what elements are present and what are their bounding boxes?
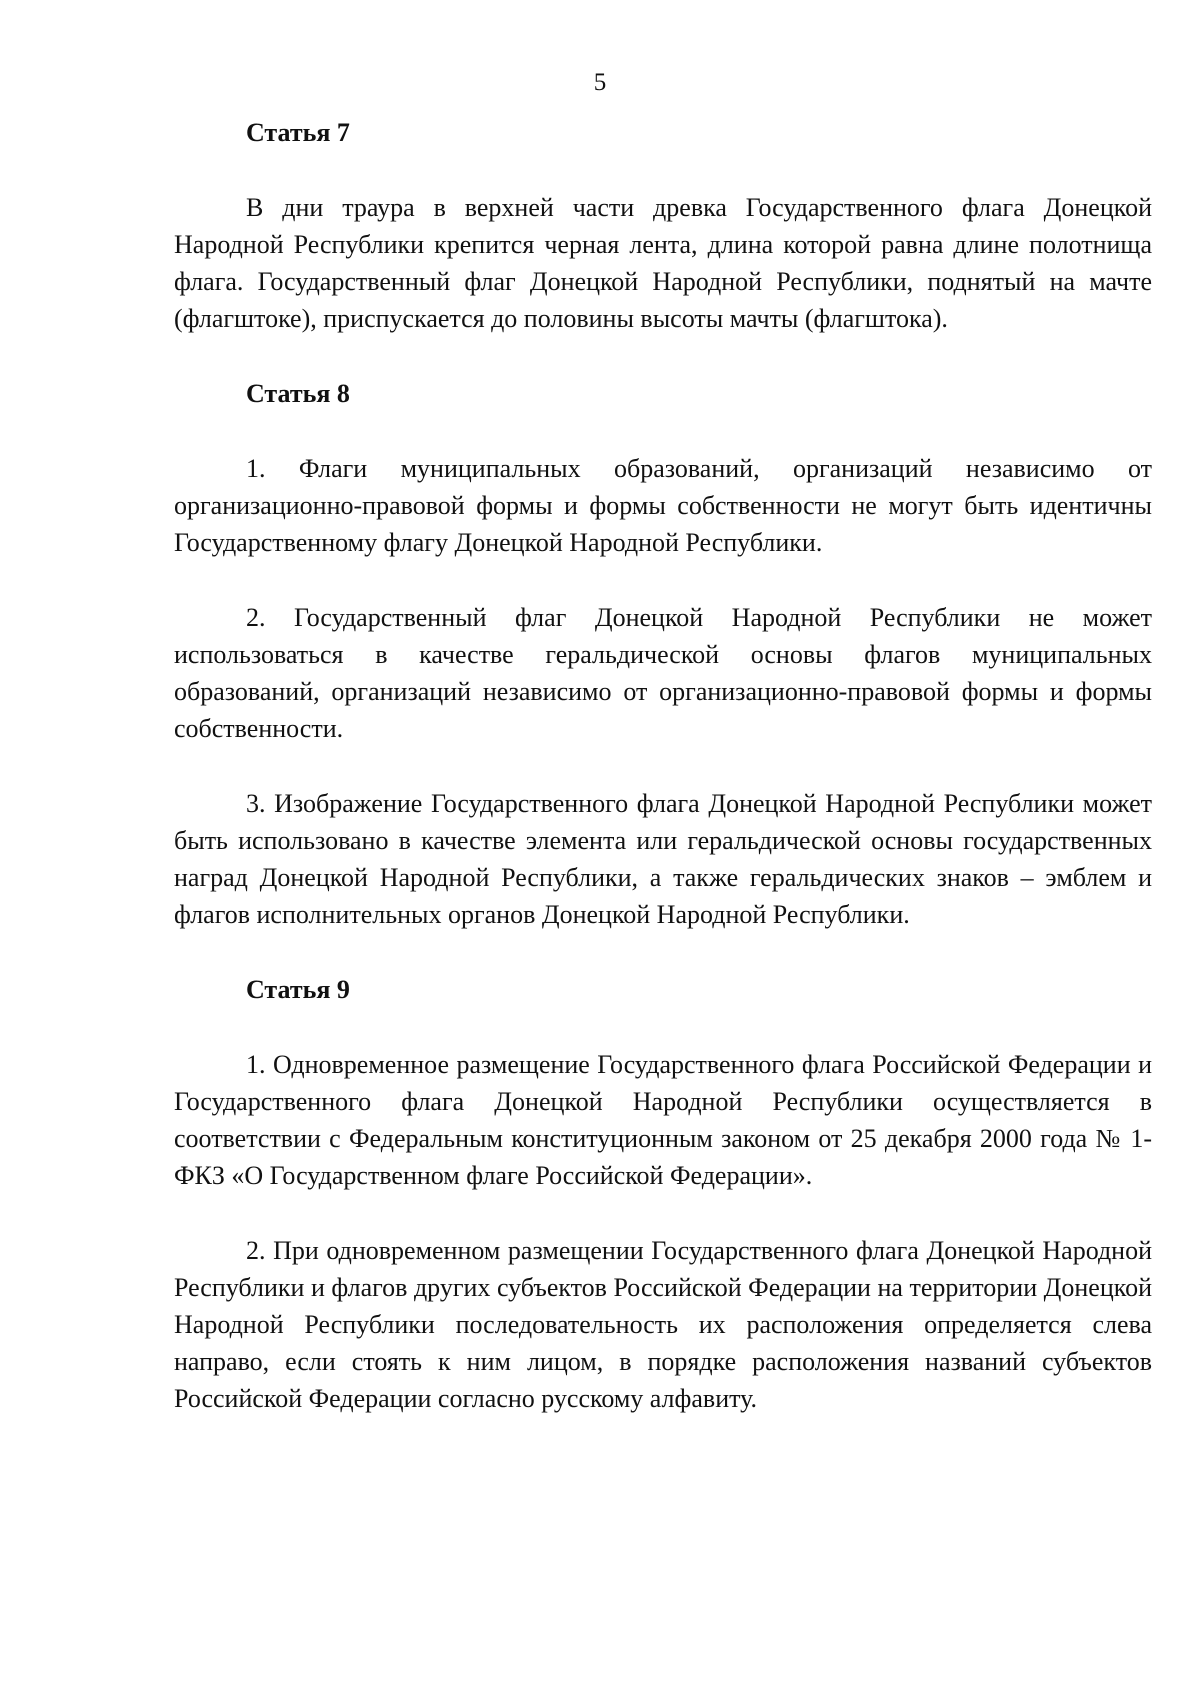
article-8 [174, 375, 1152, 933]
article-paragraph: В дни траура в верхней части древка Государственного флага Донецкой Народной Республики крепится черная лента, длина которой равна длине полотнища флага. Государственный флаг Донецкой Народной Республики, поднятый на мачте (флагштоке), приспускается до половины высоты мачты (флагштока). [174, 193, 1152, 333]
article-7 [174, 114, 1152, 337]
document-body [174, 114, 1152, 1455]
article-paragraph: 1. Флаги муниципальных образований, организаций независимо от организационно-правовой формы и формы собственности не могут быть идентичны Государственному флагу Донецкой Народной Республики. [174, 454, 1152, 557]
article-heading: Статья 8 [246, 379, 350, 408]
article-paragraph: 2. Государственный флаг Донецкой Народной Республики не может использоваться в качестве геральдической основы флагов муниципальных образований, организаций независимо от организационно-правовой формы и формы собственности. [174, 603, 1152, 743]
article-heading: Статья 7 [246, 118, 350, 147]
article-paragraph: 2. При одновременном размещении Государственного флага Донецкой Народной Республики и флагов других субъектов Российской Федерации на территории Донецкой Народной Республики последовательность их расположения определяется слева направо, если стоять к ним лицом, в порядке расположения названий субъектов Российской Федерации согласно русскому алфавиту. [174, 1236, 1152, 1413]
page-number: 5 [593, 69, 607, 96]
article-heading: Статья 9 [246, 975, 350, 1004]
article-paragraph: 1. Одновременное размещение Государственного флага Российской Федерации и Государственного флага Донецкой Народной Республики осуществляется в соответствии с Федеральным конституционным законом от 25 декабря 2000 года № 1-ФКЗ «О Государственном флаге Российской Федерации». [174, 1050, 1152, 1190]
article-9 [174, 971, 1152, 1417]
article-paragraph: 3. Изображение Государственного флага Донецкой Народной Республики может быть использовано в качестве элемента или геральдической основы государственных наград Донецкой Народной Республики, а также геральдических знаков – эмблем и флагов исполнительных органов Донецкой Народной Республики. [174, 789, 1152, 929]
